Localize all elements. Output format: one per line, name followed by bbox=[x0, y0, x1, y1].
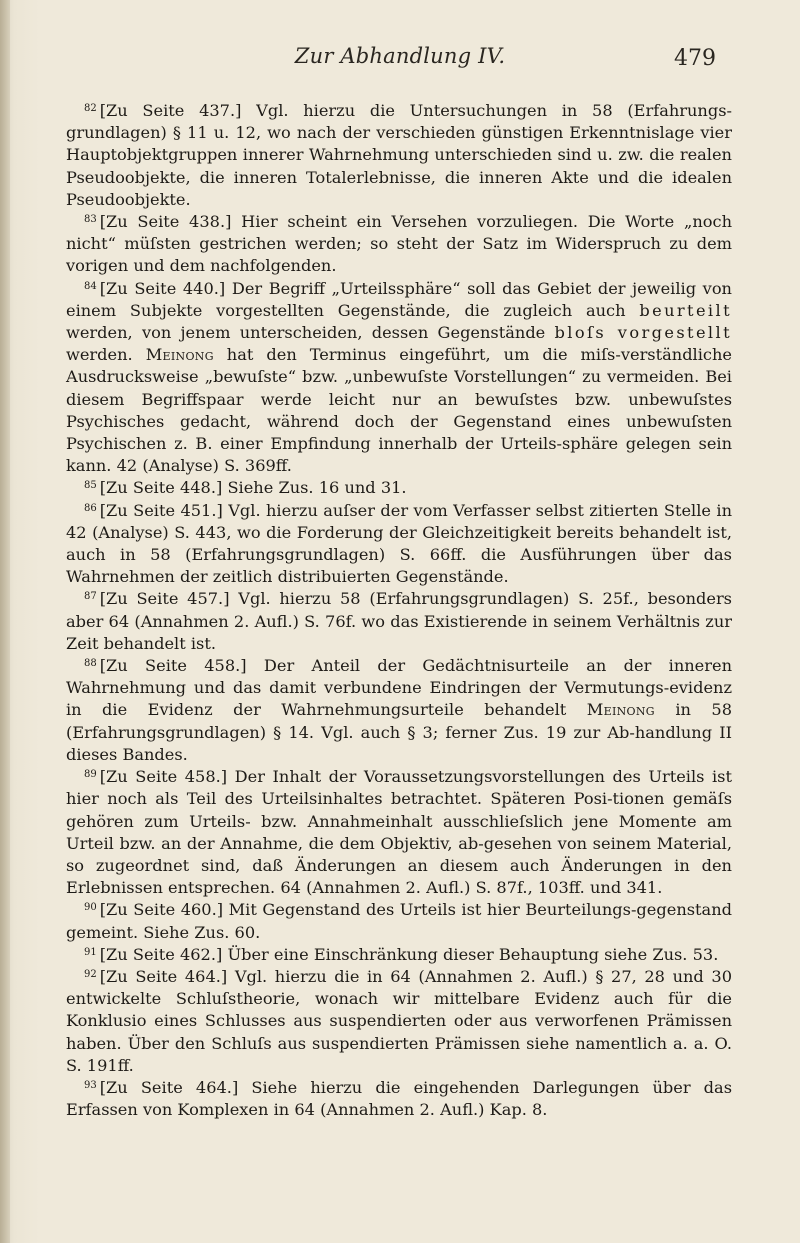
endnotes-block bbox=[66, 100, 732, 1121]
author-name: Meinong bbox=[586, 700, 655, 720]
endnote-86 bbox=[66, 500, 732, 589]
endnote-text: hat den Terminus eingeführt, um die miſs-verständliche Ausdrucksweise „bewuſste“ bzw. „unbewuſste Vorstellungen“ zu vermeiden. Bei diesem Begriffspaar werde leicht nur an bewuſstes bzw. unbewuſstes Psychisches gedacht, während doch der Gegenstand eines unbewuſsten Psychischen z. B. einer Empfindung innerhalb der Urteils-sphäre gelegen sein kann. 42 (Analyse) S. 369ff. bbox=[66, 345, 732, 476]
endnote-number: 84 bbox=[84, 280, 97, 292]
author-name: Meinong bbox=[145, 345, 214, 365]
endnote-83 bbox=[66, 211, 732, 278]
endnote-text: [Zu Seite 462.] Über eine Einschränkung dieser Behauptung siehe Zus. 53. bbox=[99, 944, 719, 964]
endnote-text: [Zu Seite 440.] Der Begriff „Urteilssphäre“ soll das Gebiet der jeweilig von einem Subjekte vorgestellten Gegenstände, die zugleich auch bbox=[66, 278, 732, 320]
endnote-text: werden, von jenem unterscheiden, dessen Gegenstände bbox=[66, 323, 555, 343]
endnote-92 bbox=[66, 966, 732, 1077]
spaced-emphasis: beurteilt bbox=[639, 300, 732, 320]
endnote-text: [Zu Seite 438.] Hier scheint ein Versehen vorzuliegen. Die Worte „noch nicht“ müſsten gestrichen werden; so steht der Satz im Widerspruch zu dem vorigen und dem nachfolgenden. bbox=[66, 212, 732, 276]
endnote-text: [Zu Seite 451.] Vgl. hierzu auſser der vom Verfasser selbst zitierten Stelle in 42 (Analyse) S. 443, wo die Forderung der Gleichzeitigkeit bereits behandelt ist, auch in 58 (Erfahrungsgrundlagen) S. 66ff. die Ausführungen über das Wahrnehmen der zeitlich distribuierten Gegenstände. bbox=[66, 500, 732, 587]
endnote-text: [Zu Seite 464.] Vgl. hierzu die in 64 (Annahmen 2. Aufl.) § 27, 28 und 30 entwickelte Schluſstheorie, wonach wir mittelbare Evidenz auch für die Konklusio eines Schlusses aus suspendierten oder aus verworfenen Prämissen haben. Über den Schluſs aus suspendierten Prämissen siehe namentlich a. a. O. S. 191ff. bbox=[66, 966, 732, 1075]
endnote-82 bbox=[66, 100, 732, 211]
endnote-text: [Zu Seite 458.] Der Anteil der Gedächtnisurteile an der inneren Wahrnehmung und das damit verbundene Eindringen der Vermutungs-evidenz in die Evidenz der Wahrnehmungsurteile behandelt bbox=[66, 656, 732, 720]
endnote-number: 91 bbox=[84, 946, 97, 958]
endnote-93 bbox=[66, 1077, 732, 1121]
endnote-87 bbox=[66, 588, 732, 655]
endnote-number: 93 bbox=[84, 1079, 97, 1091]
endnote-number: 85 bbox=[84, 480, 97, 492]
running-title: Zur Abhandlung IV. bbox=[294, 44, 506, 68]
endnote-text: [Zu Seite 464.] Siehe hierzu die eingehenden Darlegungen über das Erfassen von Komplexen in 64 (Annahmen 2. Aufl.) Kap. 8. bbox=[66, 1077, 732, 1120]
endnote-text: in 58 (Erfahrungsgrundlagen) § 14. Vgl. auch § 3; ferner Zus. 19 zur Ab-handlung II dieses Bandes. bbox=[66, 700, 733, 764]
endnote-text: [Zu Seite 448.] Siehe Zus. 16 und 31. bbox=[99, 478, 407, 498]
endnote-text: [Zu Seite 458.] Der Inhalt der Voraussetzungsvorstellungen des Urteils ist hier noch als Teil des Urteilsinhaltes betrachtet. Späteren Posi-tionen gemäſs gehören zum Urteils- bzw. Annahmeinhalt ausschlieſslich jene Momente am Urteil bzw. an der Annahme, die dem Objektiv, ab-gesehen von seinem Material, so zugeordnet sind, daß Änderungen an diesem auch Änderungen in den Erlebnissen entsprechen. 64 (Annahmen 2. Aufl.) S. 87f., 103ff. und 341. bbox=[66, 767, 732, 898]
endnote-number: 90 bbox=[84, 902, 97, 914]
endnote-number: 89 bbox=[84, 769, 97, 781]
endnote-89 bbox=[66, 766, 732, 899]
spaced-emphasis: bloſs vorgestellt bbox=[554, 323, 732, 343]
endnote-text: [Zu Seite 457.] Vgl. hierzu 58 (Erfahrungsgrundlagen) S. 25f., besonders aber 64 (Annahmen 2. Aufl.) S. 76f. wo das Existierende in seinem Verhältnis zur Zeit behandelt ist. bbox=[66, 589, 732, 653]
endnote-number: 86 bbox=[84, 502, 97, 514]
page-gutter-shadow bbox=[0, 0, 10, 1243]
endnote-number: 82 bbox=[84, 103, 97, 114]
endnote-number: 92 bbox=[84, 968, 97, 980]
page-header bbox=[0, 44, 800, 84]
endnote-88 bbox=[66, 655, 732, 766]
endnote-90 bbox=[66, 899, 732, 943]
endnote-91 bbox=[66, 944, 732, 966]
endnote-number: 88 bbox=[84, 658, 97, 670]
endnote-text: [Zu Seite 460.] Mit Gegenstand des Urteils ist hier Beurteilungs-gegenstand gemeint. Siehe Zus. 60. bbox=[66, 900, 732, 942]
endnote-number: 87 bbox=[84, 591, 97, 603]
endnote-number: 83 bbox=[84, 214, 97, 226]
endnote-text: [Zu Seite 437.] Vgl. hierzu die Untersuchungen in 58 (Erfahrungs-grundlagen) § 11 u. 12, wo nach der verschieden günstigen Erkenntnislage vier Hauptobjektgruppen innerer Wahrnehmung unterschieden sind u. zw. die realen Pseudoobjekte, die inneren Totalerlebnisse, die inneren Akte und die idealen Pseudoobjekte. bbox=[66, 101, 732, 209]
endnote-text: werden. bbox=[66, 345, 146, 365]
endnote-84 bbox=[66, 278, 732, 478]
endnote-85 bbox=[66, 477, 732, 499]
page-number: 479 bbox=[674, 46, 716, 71]
